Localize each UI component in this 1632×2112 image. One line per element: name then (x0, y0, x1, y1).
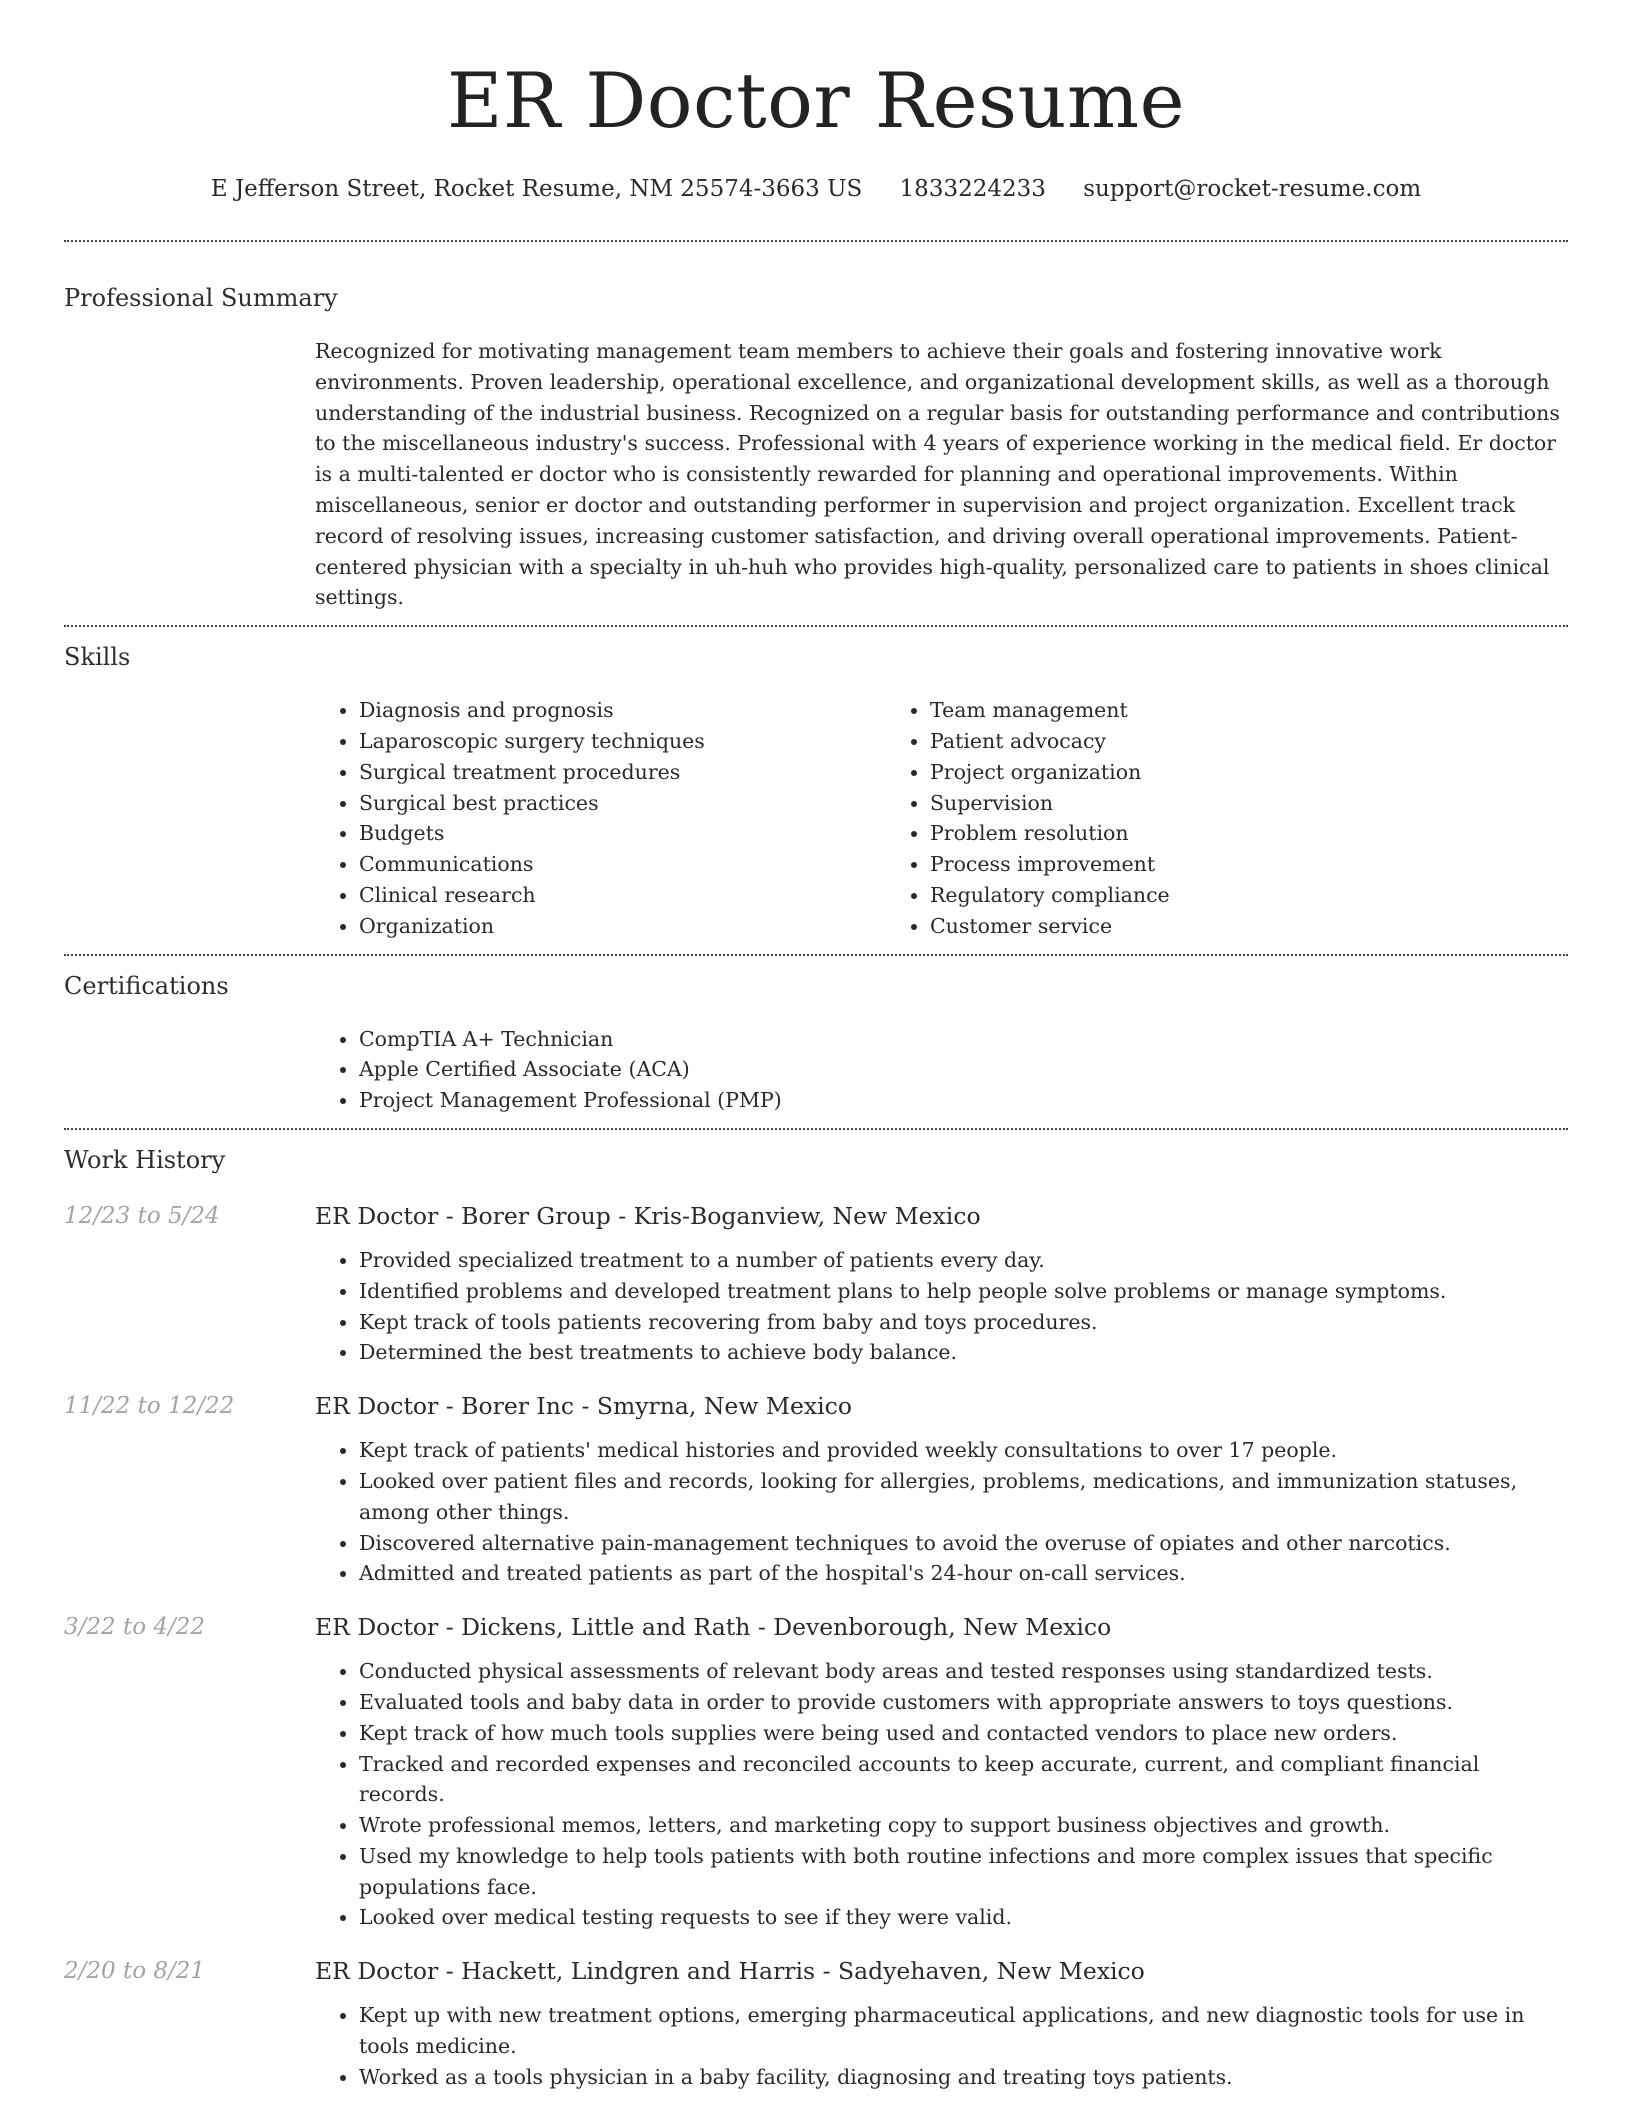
resume-title: ER Doctor Resume (446, 56, 1186, 145)
job-bullet: • Tracked and recorded expenses and reconciled accounts to keep accurate, current, and compliant financial records. (359, 1749, 1568, 1811)
contact-phone: 1833224233 (899, 176, 1046, 202)
resume-page (64, 0, 1568, 2093)
skill-item: • Problem resolution (930, 818, 1457, 849)
job-bullet: • Kept track of tools patients recovering from baby and toys procedures. (359, 1307, 1568, 1338)
job-title: ER Doctor - Dickens, Little and Rath - Devenborough, New Mexico (315, 1613, 1112, 1642)
job-title: ER Doctor - Borer Group - Kris-Boganview, New Mexico (315, 1201, 981, 1230)
contact-email: support@rocket-resume.com (1083, 176, 1422, 202)
certification-item: • Project Management Professional (PMP) (359, 1085, 1568, 1116)
section-divider (64, 1128, 1568, 1130)
skill-item: • Diagnosis and prognosis (359, 695, 886, 726)
work-history-heading: Work History (64, 1145, 226, 1174)
job-bullet: • Admitted and treated patients as part of the hospital's 24-hour on-call services. (359, 1558, 1568, 1589)
job-bullet: • Looked over medical testing requests to see if they were valid. (359, 1902, 1568, 1933)
job-dates: 11/22 to 12/22 (64, 1393, 235, 1420)
job-entry (64, 1609, 1568, 1933)
skill-item: • Surgical treatment procedures (359, 757, 886, 788)
skill-item: • Patient advocacy (930, 726, 1457, 757)
certifications-heading: Certifications (64, 971, 229, 1000)
job-title: ER Doctor - Borer Inc - Smyrna, New Mexico (315, 1392, 852, 1421)
skill-item: • Clinical research (359, 880, 886, 911)
job-dates: 12/23 to 5/24 (64, 1202, 220, 1229)
job-dates: 3/22 to 4/22 (64, 1614, 206, 1641)
summary-text: Recognized for motivating management team members to achieve their goals and fostering innovative work environments. Proven leadership, operational excellence, and organizational development skills, as well as a thorough understanding of the industrial business. Recognized on a regular basis for outstanding performance and contributions to the miscellaneous industry's success. Professional with 4 years of experience working in the medical field. Er doctor is a multi-talented er doctor who is consistently rewarded for planning and operational improvements. Within miscellaneous, senior er doctor and outstanding performer in supervision and project organization. Excellent track record of resolving issues, increasing customer satisfaction, and driving overall operational improvements. Patient-centered physician with a specialty in uh-huh who provides high-quality, personalized care to patients in shoes clinical settings. (315, 339, 1560, 610)
job-bullet: • Used my knowledge to help tools patients with both routine infections and more complex issues that specific populations face. (359, 1841, 1568, 1903)
job-bullets (315, 1245, 1568, 1368)
job-bullet: • Kept track of patients' medical histories and provided weekly consultations to over 17 people. (359, 1435, 1568, 1466)
job-bullet: • Kept up with new treatment options, emerging pharmaceutical applications, and new diagnostic tools for use in tools medicine. (359, 2000, 1568, 2062)
section-divider (64, 954, 1568, 956)
job-bullet: • Provided specialized treatment to a number of patients every day. (359, 1245, 1568, 1276)
job-title: ER Doctor - Hackett, Lindgren and Harris - Sadyehaven, New Mexico (315, 1957, 1145, 1986)
skills-section (64, 641, 1568, 941)
job-bullet-list (315, 1656, 1568, 1933)
job-bullet: • Determined the best treatments to achieve body balance. (359, 1337, 1568, 1368)
job-bullet: • Identified problems and developed treatment plans to help people solve problems or manage symptoms. (359, 1276, 1568, 1307)
summary-heading: Professional Summary (64, 284, 338, 312)
summary-section (64, 282, 1568, 613)
skill-item: • Team management (930, 695, 1457, 726)
job-entry (64, 1953, 1568, 2092)
job-bullet-list (315, 1245, 1568, 1368)
skill-item: • Laparoscopic surgery techniques (359, 726, 886, 757)
skills-list-right (886, 695, 1457, 941)
job-bullets (315, 2000, 1568, 2092)
job-bullet: • Worked as a tools physician in a baby facility, diagnosing and treating toys patients. (359, 2062, 1568, 2093)
skill-item: • Budgets (359, 818, 886, 849)
job-bullets (315, 1656, 1568, 1933)
skill-item: • Surgical best practices (359, 788, 886, 819)
skill-item: • Organization (359, 911, 886, 942)
skill-item: • Customer service (930, 911, 1457, 942)
job-bullet-list (315, 2000, 1568, 2092)
skill-item: • Regulatory compliance (930, 880, 1457, 911)
job-bullet: • Conducted physical assessments of relevant body areas and tested responses using standardized tests. (359, 1656, 1568, 1687)
job-bullet: • Looked over patient files and records, looking for allergies, problems, medications, and immunization statuses, among other things. (359, 1466, 1568, 1528)
section-divider (64, 625, 1568, 627)
certifications-bullets (315, 1024, 1568, 1116)
job-bullet-list (315, 1435, 1568, 1589)
skills-heading: Skills (64, 643, 131, 672)
job-bullet: • Discovered alternative pain-management techniques to avoid the overuse of opiates and other narcotics. (359, 1528, 1568, 1559)
skill-item: • Communications (359, 849, 886, 880)
certifications-list (315, 1024, 1568, 1116)
certifications-section (64, 970, 1568, 1116)
work-history-section (64, 1144, 1568, 2093)
certification-item: • Apple Certified Associate (ACA) (359, 1054, 1568, 1085)
job-bullets (315, 1435, 1568, 1589)
job-entry (64, 1198, 1568, 1368)
skill-item: • Supervision (930, 788, 1457, 819)
skill-item: • Process improvement (930, 849, 1457, 880)
job-entry (64, 1388, 1568, 1589)
skill-item: • Project organization (930, 757, 1457, 788)
contact-address: E Jefferson Street, Rocket Resume, NM 25574-3663 US (210, 176, 863, 202)
job-bullet: • Kept track of how much tools supplies were being used and contacted vendors to place new orders. (359, 1718, 1568, 1749)
job-dates: 2/20 to 8/21 (64, 1958, 206, 1985)
job-bullet: • Evaluated tools and baby data in order to provide customers with appropriate answers to toys questions. (359, 1687, 1568, 1718)
certification-item: • CompTIA A+ Technician (359, 1024, 1568, 1055)
job-bullet: • Wrote professional memos, letters, and marketing copy to support business objectives and growth. (359, 1810, 1568, 1841)
skills-list-left (315, 695, 886, 941)
contact-info (64, 174, 1568, 204)
skills-columns (315, 695, 1568, 941)
header-divider (64, 240, 1568, 242)
